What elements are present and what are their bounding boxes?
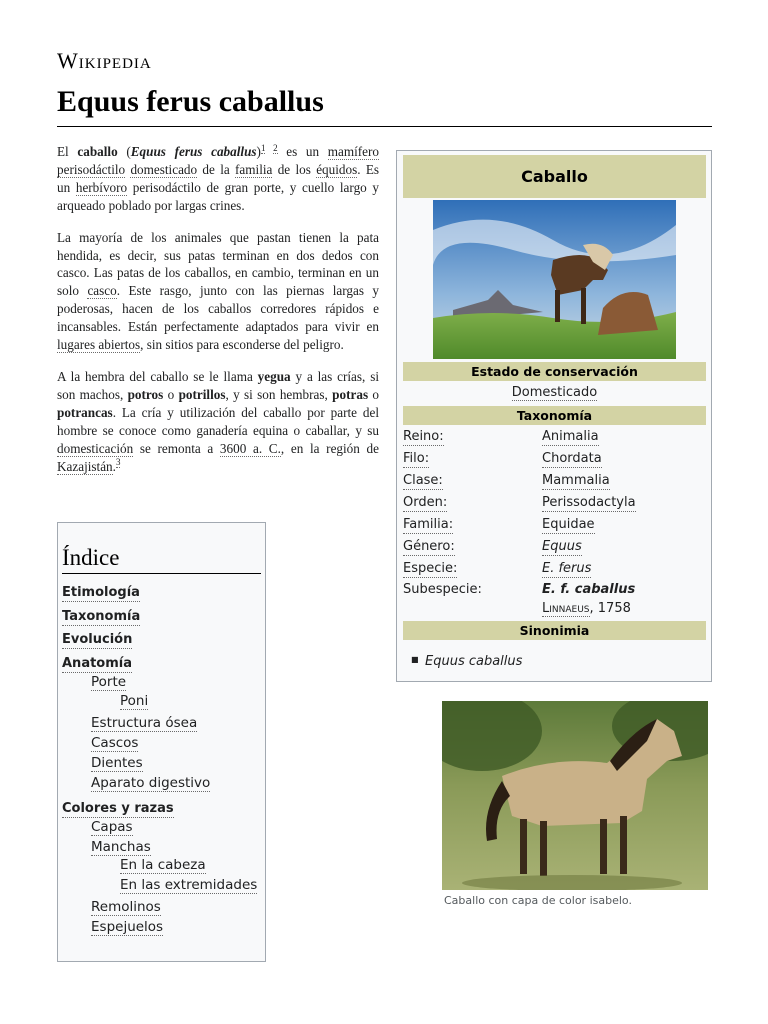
- toc-item-poni[interactable]: Poni: [120, 693, 149, 709]
- taxonomy-header: Taxonomía: [403, 406, 706, 425]
- label-reino[interactable]: Reino:: [403, 429, 444, 444]
- toc-item-taxonomia[interactable]: Taxonomía: [62, 609, 141, 624]
- subspecies-authority: [542, 601, 631, 617]
- value-genero[interactable]: Equus: [542, 539, 582, 554]
- article-body: [57, 143, 379, 489]
- infobox: [396, 150, 712, 682]
- link-casco[interactable]: casco: [87, 283, 117, 299]
- toc-item-remolinos[interactable]: Remolinos: [91, 899, 161, 915]
- toc-item-dientes[interactable]: Dientes: [91, 755, 143, 771]
- label-clase[interactable]: Clase:: [403, 473, 443, 488]
- value-especie[interactable]: E. ferus: [542, 561, 592, 576]
- infobox-title: Caballo: [403, 155, 706, 198]
- paragraph-anatomy: La mayoría de los animales que pastan tienen la pata hendida, es decir, sus patas terminan en dos dedos con casco. Las patas de los caballos, en cambio, terminan en un solo casco. Este rasgo, junto con las piernas largas y poderosas, hacen de los caballos corredores rápidos e incansables. Están perfectamente adaptados para vivir en lugares abiertos, sin sitios para esconderse del peligro.: [57, 229, 380, 353]
- link-domesticacion[interactable]: domesticación: [57, 440, 134, 456]
- paragraph-intro: El caballo (Equus ferus caballus)$^1$ $^2$ es un mamífero perisodáctilo domesticado de la familia de los équidos. Es un herbívoro perisodáctilo de gran porte, y cuello largo y arqueado poblado por largas crines.: [57, 142, 380, 213]
- authority-year: , 1758: [589, 601, 631, 616]
- toc-item-porte[interactable]: Porte: [91, 674, 127, 690]
- link-mamifero[interactable]: mamífero: [327, 144, 379, 159]
- label-filo[interactable]: Filo:: [403, 451, 430, 466]
- conservation-value: [403, 385, 706, 401]
- toc-item-estructura-osea[interactable]: Estructura ósea: [91, 715, 198, 731]
- horses-photo[interactable]: [433, 200, 676, 359]
- wikipedia-logo[interactable]: [57, 48, 152, 74]
- value-orden[interactable]: Perissodactyla: [542, 495, 636, 510]
- link-equidos[interactable]: équidos: [316, 161, 358, 177]
- link-lugares-abiertos[interactable]: lugares abiertos: [57, 337, 141, 353]
- label-familia[interactable]: Familia:: [403, 517, 454, 532]
- photo-caption: Caballo con capa de color isabelo.: [444, 894, 632, 907]
- value-filo[interactable]: Chordata: [542, 451, 602, 466]
- toc-item-en-la-cabeza[interactable]: En la cabeza: [120, 857, 206, 873]
- link-familia[interactable]: familia: [235, 161, 273, 177]
- term-scientific-name: Equus ferus caballus: [130, 144, 257, 159]
- term-potras: potras: [332, 386, 369, 402]
- toc-item-colores-y-razas[interactable]: Colores y razas: [62, 801, 174, 816]
- toc-item-cascos[interactable]: Cascos: [91, 735, 139, 751]
- citation-2[interactable]: 2: [273, 142, 278, 153]
- citation-1[interactable]: 1: [260, 142, 266, 153]
- value-subespecie: E. f. caballus: [542, 582, 636, 597]
- toc-item-en-las-extremidades[interactable]: En las extremidades: [120, 877, 258, 893]
- link-3600-ac[interactable]: 3600 a. C.: [219, 440, 281, 456]
- label-orden[interactable]: Orden:: [403, 495, 448, 510]
- link-herbivoro[interactable]: herbívoro: [75, 179, 128, 195]
- label-genero[interactable]: Género:: [403, 539, 455, 554]
- toc-item-evolucion[interactable]: Evolución: [62, 632, 133, 647]
- toc-item-manchas[interactable]: Manchas: [91, 839, 151, 855]
- table-of-contents: [57, 522, 266, 962]
- synonym-item: Equus caballus: [425, 654, 523, 669]
- term-potros: potros: [127, 386, 164, 402]
- term-potrillos: potrillos: [178, 386, 226, 402]
- label-subespecie: Subespecie:: [403, 582, 482, 597]
- paragraph-breeding: A la hembra del caballo se le llama yegua y a las crías, si son machos, potros o potrillos, y si son hembras, potras o potrancas. La cría y utilización del caballo por parte del hombre se conoce como ganadería equina o caballar, y su domesticación se remonta a 3600 a. C., en la región de Kazajistán.$^3$: [57, 368, 380, 474]
- term-potrancas: potrancas: [57, 404, 113, 420]
- toc-item-capas[interactable]: Capas: [91, 819, 133, 835]
- term-caballo: caballo: [77, 144, 118, 159]
- logo-text: Wikipedia: [57, 48, 152, 73]
- synonymy-header: Sinonimia: [403, 621, 706, 640]
- title-divider: [57, 126, 712, 127]
- link-domesticado-status[interactable]: Domesticado: [511, 385, 598, 400]
- page-title: Equus ferus caballus: [57, 85, 324, 118]
- link-linnaeus[interactable]: Linnaeus: [542, 601, 590, 616]
- link-domesticado[interactable]: domesticado: [130, 161, 198, 177]
- term-yegua: yegua: [257, 368, 291, 384]
- citation-3[interactable]: 3: [115, 457, 121, 468]
- link-kazajistan[interactable]: Kazajistán: [57, 458, 113, 474]
- toc-item-etimologia[interactable]: Etimología: [62, 585, 140, 600]
- toc-item-aparato-digestivo[interactable]: Aparato digestivo: [91, 775, 211, 791]
- label-especie[interactable]: Especie:: [403, 561, 458, 576]
- toc-title: Índice: [62, 545, 261, 574]
- link-perisodactilo[interactable]: perisodáctilo: [57, 161, 126, 177]
- toc-item-anatomia[interactable]: Anatomía: [62, 656, 133, 671]
- value-familia[interactable]: Equidae: [542, 517, 595, 532]
- bullet-icon: ■: [411, 655, 419, 664]
- toc-item-espejuelos[interactable]: Espejuelos: [91, 919, 164, 935]
- value-reino[interactable]: Animalia: [542, 429, 599, 444]
- conservation-header: Estado de conservación: [403, 362, 706, 381]
- isabelo-horse-photo[interactable]: [442, 701, 708, 890]
- value-clase[interactable]: Mammalia: [542, 473, 610, 488]
